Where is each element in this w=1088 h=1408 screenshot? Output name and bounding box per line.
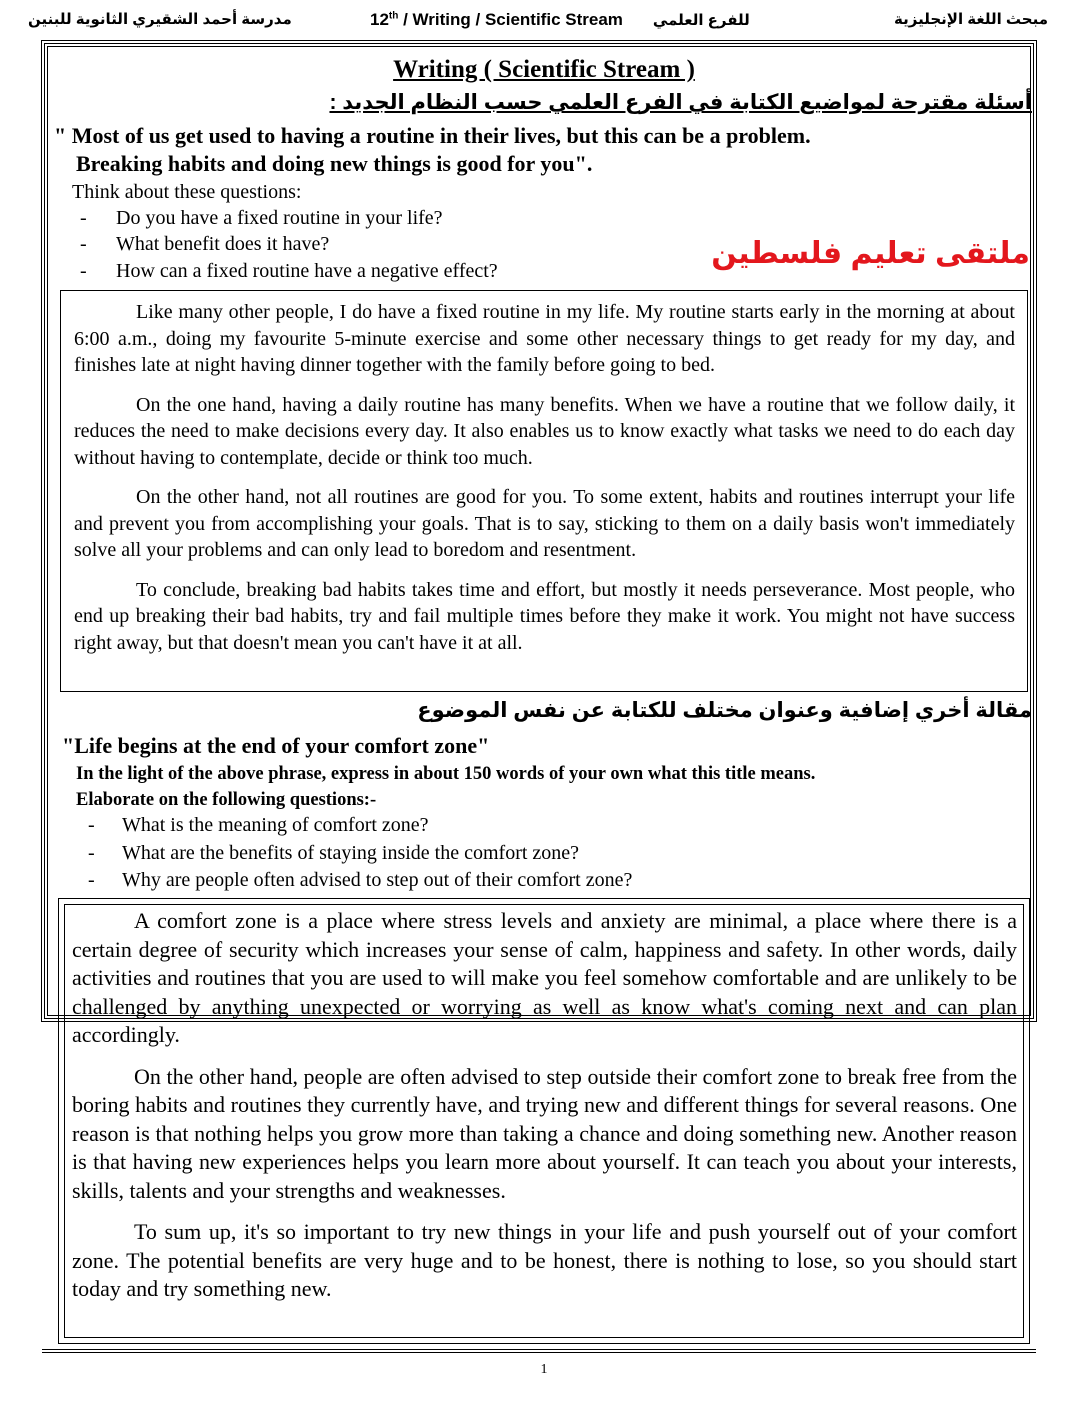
school-name: مدرسة أحمد الشقيري الثانوية للبنين (28, 11, 292, 28)
essay2-paragraph: On the other hand, people are often advised to step outside their comfort zone to break free from the boring habits and routines they currently have, and trying new and different things for several reasons. One reason is that nothing helps you grow more than taking a chance and doing something new. Another reason is that having new experiences helps you learn more about yourself. It can teach you about your interests, skills, talents and your strengths and weaknesses. (72, 1063, 1017, 1203)
prompt1-line2: Breaking habits and doing new things is good for you". (76, 151, 593, 176)
question-text: What is the meaning of comfort zone? (122, 814, 429, 836)
arabic-subtitle: أسئلة مقترحة لمواضيع الكتابة في الفرع العلمي حسب النظام الجديد : (329, 91, 1032, 114)
stream-arabic: للفرع العلمي (652, 12, 750, 29)
essay1-box (60, 290, 1028, 692)
prompt2-title: "Life begins at the end of your comfort zone" (62, 733, 490, 758)
grade-stream: / Writing / Scientific Stream (398, 10, 623, 29)
prompt2-instruction: In the light of the above phrase, express in about 150 words of your own what this title means. (76, 764, 816, 784)
question-item (88, 840, 579, 867)
question-text: Do you have a fixed routine in your life? (116, 207, 443, 229)
essay1-paragraph: Like many other people, I do have a fixed routine in my life. My routine starts early in the morning at about 6:00 a.m., doing my favourite 5-minute exercise and some other necessary things to get ready for my day, and finishes late at night having dinner together with the family before going to bed. (74, 301, 1015, 376)
page-header (0, 10, 1088, 38)
page-title: Writing ( Scientific Stream ) (393, 56, 695, 83)
watermark: ملتقى تعليم فلسطين (711, 237, 1030, 270)
dash: - (88, 842, 95, 864)
subject-name: مبحث اللغة الإنجليزية (894, 11, 1048, 28)
dash: - (80, 207, 87, 229)
arabic-extra-heading: مقالة أخري إضافية وعنوان مختلف للكتابة عن نفس الموضوع (417, 699, 1032, 722)
essay2-paragraph: To sum up, it's so important to try new things in your life and push yourself out of your comfort zone. The potential benefits are very huge and to be honest, there is nothing to lose, so you should start today and try something new. (72, 1219, 1017, 1301)
dash: - (80, 260, 87, 282)
question-item (80, 258, 498, 284)
question-item (88, 867, 632, 894)
page-number: 1 (540, 1362, 548, 1377)
dash: - (88, 869, 95, 891)
prompt1-line1: " Most of us get used to having a routine in their lives, but this can be a problem. (54, 123, 811, 148)
question-text: What benefit does it have? (116, 233, 330, 255)
question-item (80, 231, 329, 257)
page-bottom-rule (42, 1349, 1036, 1353)
grade-suffix: th (388, 10, 399, 22)
question-text: How can a fixed routine have a negative effect? (116, 260, 498, 282)
grade-title (370, 10, 750, 30)
essay1-paragraph: On the one hand, having a daily routine has many benefits. When we have a routine that we follow daily, it reduces the need to make decisions every day. It also enables us to know exactly what tasks we need to do each day without having to contemplate, decide or think too much. (74, 393, 1015, 469)
prompt2-elaborate: Elaborate on the following questions:- (76, 790, 377, 810)
question-item (88, 812, 429, 839)
grade-number: 12 (370, 10, 389, 29)
essay1-paragraph: On the other hand, not all routines are good for you. To some extent, habits and routines interrupt your life and prevent you from accomplishing your goals. That is to say, sticking to them on a daily basis won't immediately solve all your problems and can only lead to boredom and resentment. (74, 486, 1015, 561)
essay1-paragraph: To conclude, breaking bad habits takes time and effort, but mostly it needs perseverance. Most people, who end up breaking their bad habits, try and fail multiple times before they make it work. You might not have success right away, but that doesn't mean you can't have it at all. (74, 578, 1015, 654)
essay2-paragraph: A comfort zone is a place where stress levels and anxiety are minimal, a place where there is a certain degree of security which increases your sense of calm, happiness and safety. In other words, daily activities and routines that you are used to will make you feel somehow comfortable and are unlikely to be challenged by anything unexpected or worrying as well as know what's coming next and can plan accordingly. (72, 908, 1017, 1047)
think-label: Think about these questions: (72, 181, 302, 203)
question-text: Why are people often advised to step out of their comfort zone? (122, 869, 633, 891)
question-text: What are the benefits of staying inside the comfort zone? (122, 842, 580, 864)
dash: - (88, 814, 95, 836)
dash: - (80, 233, 87, 255)
question-item (80, 205, 443, 231)
essay2-box-inner-border (64, 904, 1024, 1338)
